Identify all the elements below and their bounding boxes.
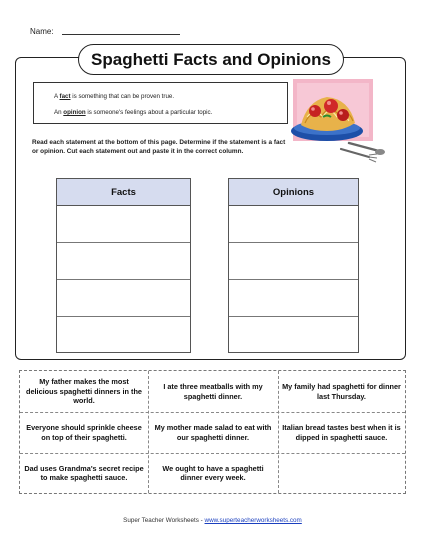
statement-strip[interactable]: Dad uses Grandma's secret recipe to make spaghetti sauce. [24,463,144,482]
statement-strip[interactable]: My father makes the most delicious spaghetti dinners in the world. [26,377,142,406]
opinions-column [228,178,359,353]
statement-strip[interactable]: My mother made salad to eat with our spaghetti dinner. [154,423,272,442]
facts-header: Facts [57,179,190,206]
fact-term: fact [59,93,71,100]
opinions-slot[interactable] [229,317,358,354]
facts-slot[interactable] [57,243,190,280]
footer: Super Teacher Worksheets - www.superteacherworksheets.com [123,517,302,524]
facts-slot[interactable] [57,317,190,354]
statement-strip[interactable]: My family had spaghetti for dinner last Thursday. [282,382,401,401]
footer-url-link[interactable]: www.superteacherworksheets.com [204,517,302,524]
fact-definition: A fact is something that can be proven true. [54,93,175,100]
page-title: Spaghetti Facts and Opinions [78,44,344,75]
name-field-line[interactable] [62,34,180,35]
spaghetti-plate-illustration [287,73,387,165]
statement-strip[interactable]: Everyone should sprinkle cheese on top of their spaghetti. [26,423,142,442]
name-label: Name: [30,27,54,36]
facts-slot[interactable] [57,206,190,243]
statement-strip[interactable]: We ought to have a spaghetti dinner every week. [162,463,264,482]
statement-strip[interactable]: I ate three meatballs with my spaghetti dinner. [163,382,263,401]
footer-site-name: Super Teacher Worksheets [123,517,199,524]
opinions-slot[interactable] [229,206,358,243]
facts-slot[interactable] [57,280,190,317]
instructions: Read each statement at the bottom of this page. Determine if the statement is a fact or opinion. Cut each statement out and paste it in the correct column. [32,139,286,155]
opinion-term: opinion [63,109,86,116]
definitions-box [33,82,288,124]
cut-out-statements [19,370,406,494]
opinion-definition: An opinion is someone's feelings about a particular topic. [54,109,213,116]
opinions-slot[interactable] [229,280,358,317]
opinions-header: Opinions [229,179,358,206]
facts-column [56,178,191,353]
statement-strip[interactable]: Italian bread tastes best when it is dipped in spaghetti sauce. [282,423,401,442]
opinions-slot[interactable] [229,243,358,280]
